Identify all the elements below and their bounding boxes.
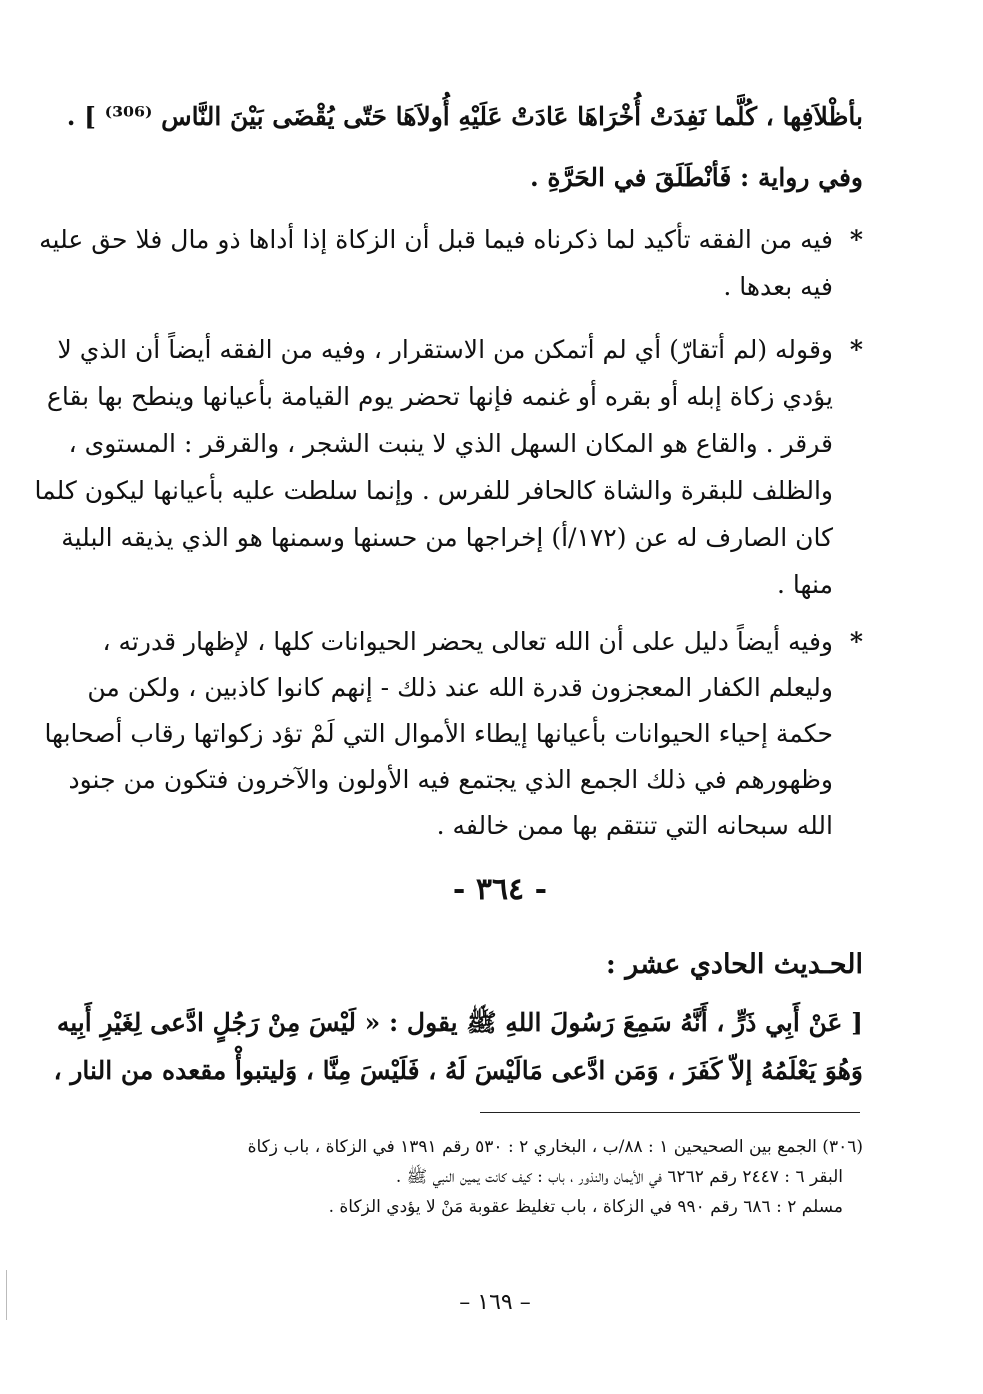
footnote-divider <box>480 1112 860 1113</box>
paragraph-line: قرقر . والقاع هو المكان السهل الذي لا ينبت الشجر ، والقرقر : المستوى ، <box>68 429 833 458</box>
paragraph-line: منها . <box>777 570 833 599</box>
paragraph-line: فيه من الفقه تأكيد لما ذكرناه فيما قبل أن الزكاة إذا أداها ذو مال فلا حق عليه <box>39 225 833 254</box>
paragraph-line: حكمة إحياء الحيوانات بأعيانها إيطاء الأموال التي لَمْ تؤد زكواتها رقاب أصحابها <box>44 719 833 748</box>
paragraph-line: وليعلم الكفار المعجزون قدرة الله عند ذلك - إنهم كانوا كاذبين ، ولكن من <box>87 673 833 702</box>
paragraph-line: وظهورهم في ذلك الجمع الذي يجتمع فيه الأولون والآخرون فتكون من جنود <box>68 765 833 794</box>
bullet-marker: * <box>849 335 863 364</box>
page-number: – ١٦٩ – <box>459 1290 531 1315</box>
paragraph-line: الله سبحانه التي تنتقم بها ممن خالفه . <box>436 811 833 840</box>
footnote-line: البقر ٦ : ٢٤٤٧ رقم ٦٢٦٢ في الأيمان والنذور ، باب : كيف كانت يمين النبي ﷺ . <box>395 1167 843 1187</box>
paragraph-line: يؤدي زكاة إبله أو بقره أو غنمه فإنها تحضر يوم القيامة بأعيانها وينطح بها بقاع <box>46 382 833 411</box>
narration-variant-line: وفي رواية : فَأنْطَلَقَ في الحَرَّةِ . <box>529 163 863 192</box>
paragraph-line: والظلف للبقرة والشاة كالحافر للفرس . وإنما سلطت عليه بأعيانها ليكون كلما <box>34 476 833 505</box>
paragraph-line: وفيه أيضاً دليل على أن الله تعالى يحضر الحيوانات كلها ، لإظهار قدرته ، <box>102 627 833 656</box>
paragraph-line: وقوله (لم أتقارّ) أي لم أتمكن من الاستقرار ، وفيه من الفقه أيضاً أن الذي لا <box>57 335 833 364</box>
hadith-continuation-line: بأظْلاَفِها ، كُلَّما نَفِدَتْ أُخْرَاهَا عَادَتْ عَلَيْهِ أُولاَهَا حَتّى يُقْضَى بَيْنَ النَّاس ⁽³⁰⁶⁾ ] . <box>66 102 863 131</box>
footnote-line: مسلم ٢ : ٦٨٦ رقم ٩٩٠ في الزكاة ، باب تغليظ عقوبة مَنْ لا يؤدي الزكاة . <box>328 1197 843 1217</box>
scan-edge-mark <box>6 1270 7 1320</box>
hadith-text-line: وَهُوَ يَعْلَمُهُ إلاّ كَفَرَ ، وَمَن ادَّعى مَالَيْسَ لَهُ ، فَلَيْسَ مِنَّا ، وَليتبوأْ مقعده من النار ، <box>53 1056 863 1085</box>
bullet-marker: * <box>849 627 863 656</box>
paragraph-line: كان الصارف له عن (١٧٢/أ) إخراجها من حسنها وسمنها هو الذي يذيقه البلية <box>61 523 833 552</box>
section-heading: الحـديث الحادي عشر : <box>605 949 863 980</box>
bullet-marker: * <box>849 225 863 254</box>
hadith-text-line: [ عَنْ أَبِي ذَرٍّ ، أَنَّهُ سَمِعَ رَسُولَ اللهِ ﷺ يقول : « لَيْسَ مِنْ رَجُلٍ ادَّعى لِغَيْرِ أَبِيه <box>56 1008 863 1037</box>
footnote-line: (٣٠٦) الجمع بين الصحيحين ١ : ٨٨/ب ، البخاري ٢ : ٥٣٠ رقم ١٣٩١ في الزكاة ، باب زكاة <box>247 1137 863 1157</box>
paragraph-line: فيه بعدها . <box>723 272 833 301</box>
hadith-number-separator: - ٣٦٤ - <box>452 872 548 907</box>
